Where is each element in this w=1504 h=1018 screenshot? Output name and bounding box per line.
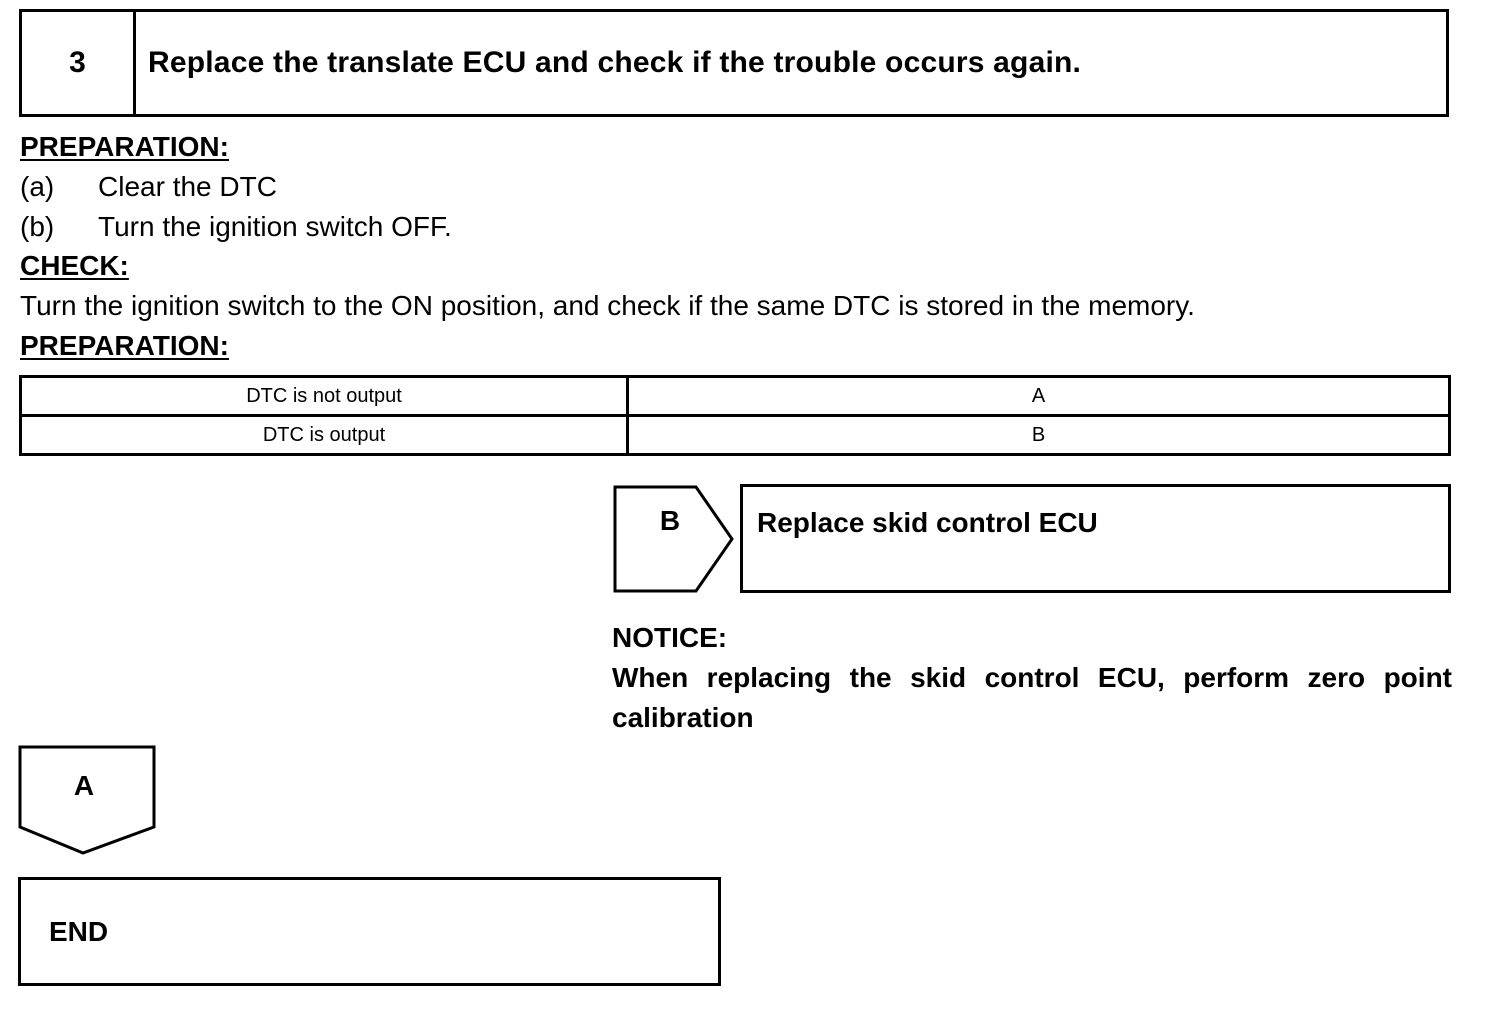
table-cell-condition: DTC is not output <box>21 377 628 416</box>
action-text: Replace skid control ECU <box>757 507 1098 538</box>
action-box-replace-ecu <box>740 484 1451 593</box>
step-title: Replace the translate ECU and check if the trouble occurs again. <box>148 46 1082 79</box>
item-label: (a) <box>20 171 55 202</box>
preparation-heading-2: PREPARATION: <box>20 330 229 361</box>
table-row <box>21 416 1450 455</box>
item-label: (b) <box>20 211 55 242</box>
check-text: Turn the ignition switch to the ON position, and check if the same DTC is stored in the memory. <box>20 290 1195 321</box>
end-text: END <box>49 915 109 947</box>
step-number: 3 <box>22 12 136 114</box>
item-text: Clear the DTC <box>98 171 277 202</box>
table-cell-result: B <box>628 416 1450 455</box>
branch-b-label: B <box>659 505 681 536</box>
preparation-item-b <box>20 210 452 244</box>
end-box <box>18 877 721 986</box>
table-cell-condition: DTC is output <box>21 416 628 455</box>
check-heading: CHECK: <box>20 250 129 281</box>
preparation-item-a <box>20 170 277 204</box>
notice <box>612 618 1452 738</box>
branch-b-arrow-shape <box>612 484 736 596</box>
notice-heading: NOTICE: <box>612 622 728 653</box>
result-table <box>19 375 1451 456</box>
notice-text: When replacing the skid control ECU, perform zero point calibration <box>612 662 1452 733</box>
table-cell-result: A <box>628 377 1450 416</box>
preparation-heading: PREPARATION: <box>20 131 229 162</box>
table-row <box>21 377 1450 416</box>
item-text: Turn the ignition switch OFF. <box>98 211 452 242</box>
branch-a-label: A <box>73 770 95 801</box>
step-header <box>19 9 1449 117</box>
